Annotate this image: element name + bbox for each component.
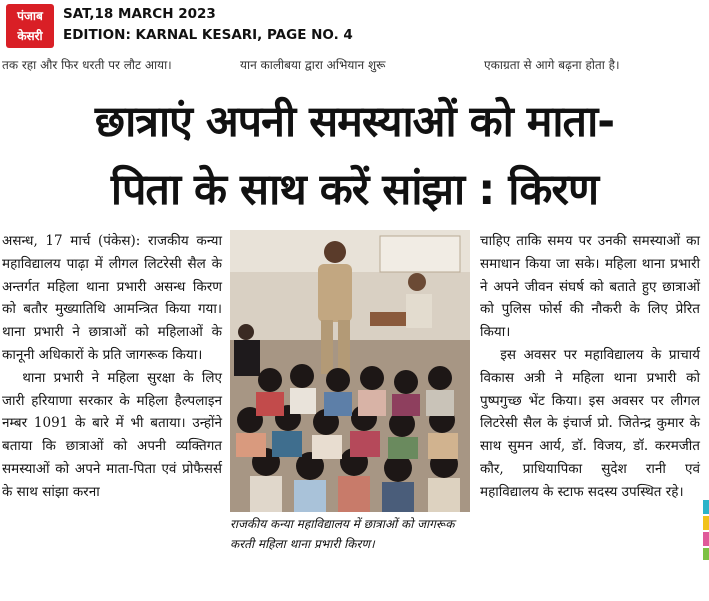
strip-text-middle: यान कालीबया द्वारा अभियान शुरू: [240, 58, 386, 72]
logo-line-2: केसरी: [17, 29, 43, 43]
strip-text-right: एकाग्रता से आगे बढ़ना होता है।: [484, 58, 620, 72]
edition-info: EDITION: KARNAL KESARI, PAGE NO. 4: [63, 27, 353, 43]
photo-illustration: [230, 230, 470, 512]
article-paragraph: चाहिए ताकि समय पर उनकी समस्याओं का समाधान किया जा सके। महिला थाना प्रभारी ने अपने जीवन संघर्ष को बताते हुए छात्राओं को पुलिस फोर्स की नौकरी के लिए प्रेरित किया।: [480, 233, 700, 341]
logo-line-1: पंजाब: [17, 9, 43, 23]
article-column-left: [2, 230, 222, 504]
article-paragraph: थाना प्रभारी ने महिला सुरक्षा के लिए जारी हरियाणा सरकार के महिला हैल्पलाइन नम्बर 1091 के बारे में भी बताया। उन्होंने बताया कि छात्राओं को अपनी व्यक्तिगत समस्याओं को अपने माता-पिता एवं प्रोफैसर्स के साथ सांझा करना: [2, 369, 222, 500]
headline-line-1: छात्राएं अपनी समस्याओं को माता-: [94, 97, 615, 147]
page-header: [0, 0, 709, 52]
previous-article-strip: [0, 54, 709, 74]
punjab-kesari-logo: [6, 4, 54, 48]
article-paragraph: असन्ध, 17 मार्च (पंकेस): राजकीय कन्या महाविद्यालय पाढ़ा में लीगल लिटरेसी सैल के अन्तर्गत महिला थाना प्रभारी असन्ध किरण को बतौर मुख्यातिथि आमन्त्रित किया गया। थाना प्रभारी ने छात्राओं को महिलाओं के कानूनी अधिकारों के प्रति जागरूक किया।: [2, 233, 222, 363]
photo-caption: राजकीय कन्या महाविद्यालय में छात्राओं को जागरूक करती महिला थाना प्रभारी किरण।: [230, 517, 455, 551]
page-edge-decoration: [703, 500, 709, 560]
article-paragraph: इस अवसर पर महाविद्यालय के प्राचार्य विकास अत्री ने महिला थाना प्रभारी को पुष्पगुच्छ भेंट किया। इस अवसर पर लीगल लिटरेसी सैल के इंचार्ज प्रो. जितेन्द्र कुमार के साथ सुमन आर्य, डॉ. विजय, डॉ. करमजीत कौर, प्राधियापिका सुदेश रानी एवं महाविद्यालय के स्टाफ सदस्य उपस्थित रहे।: [480, 346, 700, 500]
news-photo: [230, 230, 470, 512]
strip-text-left: तक रहा और फिर धरती पर लौट आया।: [2, 58, 172, 72]
article-column-right: [480, 230, 700, 504]
headline-line-2: पिता के साथ करें सांझा : किरण: [110, 165, 599, 215]
edition-date: SAT,18 MARCH 2023: [63, 6, 216, 22]
